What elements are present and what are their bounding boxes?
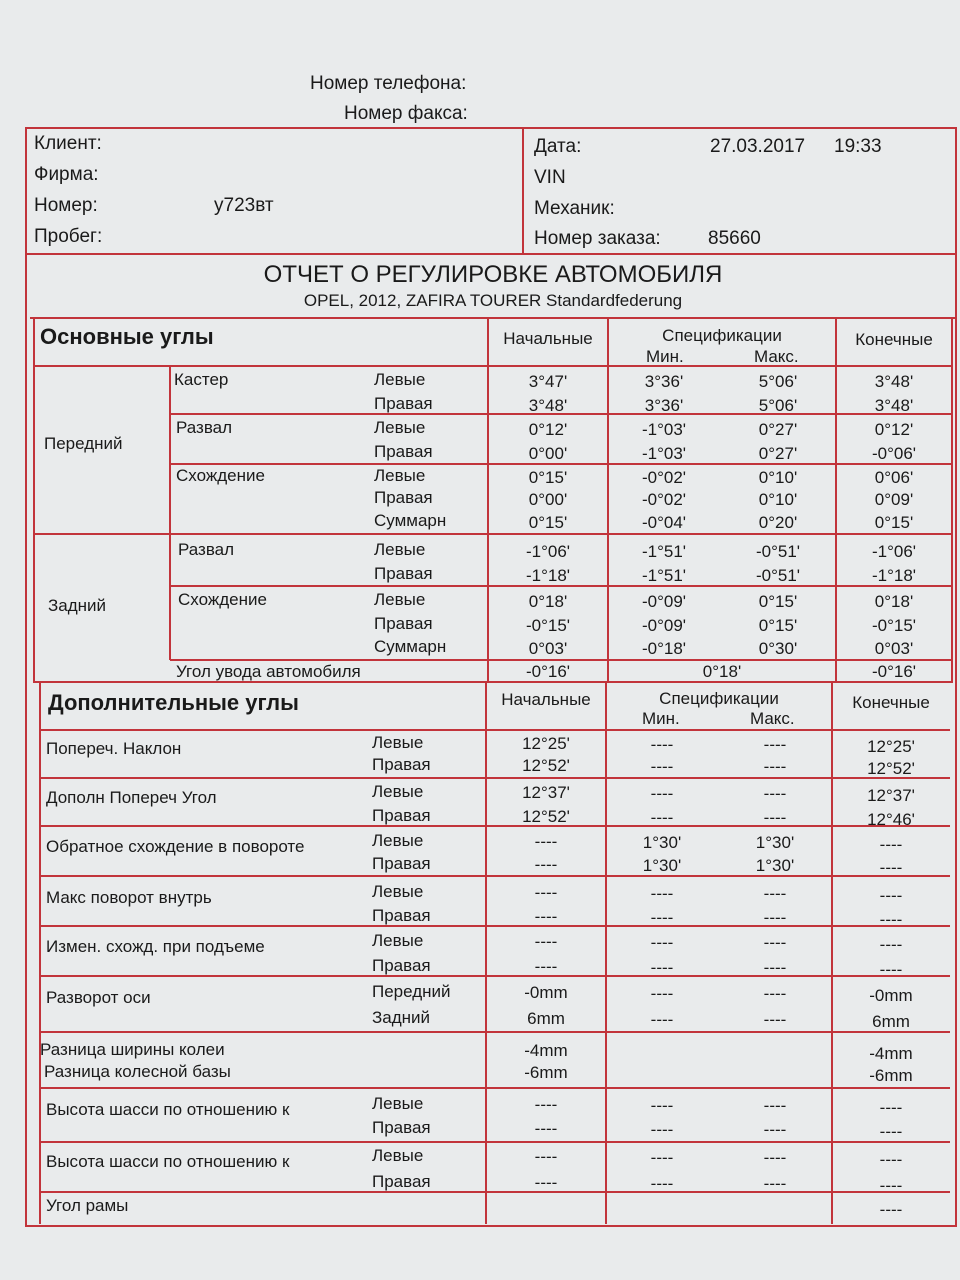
col-max-header: Макс. (754, 347, 799, 366)
main-final-value: 0°18' (874, 592, 914, 611)
extra-min-value: ---- (650, 735, 674, 754)
main-max-value: 0°20' (758, 513, 798, 532)
extra-initial-value: ---- (534, 1095, 558, 1114)
firm-label: Фирма: (34, 164, 99, 185)
main-max-value: 0°27' (758, 420, 798, 439)
extra-min-value: ---- (650, 1120, 674, 1139)
thrust-label: Угол увода автомобиля (176, 662, 361, 681)
main-max-value: -0°51' (755, 542, 801, 561)
extra-param-label: Разворот оси (46, 988, 151, 1007)
extra-param-label: Угол рамы (46, 1196, 129, 1215)
vehicle-info: OPEL, 2012, ZAFIRA TOURER Standardfederung (303, 291, 683, 310)
main-max-value: 0°30' (758, 639, 798, 658)
fax-label: Номер факса: (344, 103, 468, 124)
time-value: 19:33 (834, 136, 882, 157)
extra-param-label: Разница колесной базы (44, 1062, 231, 1081)
extra-initial-value: -6mm (524, 1063, 568, 1082)
extra-min-value: ---- (650, 784, 674, 803)
main-final-value: 0°06' (874, 468, 914, 487)
extra-max-value: ---- (763, 808, 787, 827)
main-side-label: Правая (374, 564, 433, 583)
extra-param-label: Измен. схожд. при подъеме (46, 937, 265, 956)
extra-min-value: ---- (650, 1010, 674, 1029)
main-final-value: 0°15' (874, 513, 914, 532)
main-min-value: -0°18' (641, 639, 687, 658)
phone-label: Номер телефона: (310, 73, 467, 94)
vin-label: VIN (534, 167, 566, 188)
col-final-header: Конечные (855, 330, 933, 349)
extra-initial-value: ---- (534, 883, 558, 902)
extra-side-label: Правая (372, 1172, 431, 1191)
main-final-value: 0°09' (874, 490, 914, 509)
main-initial-value: 0°15' (528, 468, 568, 487)
extra-max-value: ---- (763, 908, 787, 927)
extra-col-max-header: Макс. (750, 709, 795, 728)
main-min-value: -1°51' (641, 542, 687, 561)
main-param-label: Развал (178, 540, 235, 559)
main-final-value: 3°48' (874, 396, 914, 415)
main-min-value: -0°02' (641, 490, 687, 509)
extra-max-value: ---- (763, 1010, 787, 1029)
extra-side-label: Левые (372, 931, 424, 950)
main-min-value: -0°09' (641, 616, 687, 635)
extra-final-value: 6mm (872, 1012, 910, 1031)
main-max-value: 0°15' (758, 616, 798, 635)
main-min-value: -0°09' (641, 592, 687, 611)
extra-initial-value: 12°25' (522, 734, 570, 753)
extra-initial-value: ---- (534, 932, 558, 951)
extra-initial-value: 6mm (527, 1009, 565, 1028)
main-initial-value: 3°47' (528, 372, 568, 391)
extra-min-value: 1°30' (642, 833, 682, 852)
extra-final-value: ---- (879, 935, 903, 954)
main-side-label: Левые (374, 370, 426, 389)
extra-side-label: Левые (372, 1094, 424, 1113)
number-value: у723вт (214, 195, 274, 216)
thrust-initial: -0°16' (525, 662, 571, 681)
main-max-value: 0°15' (758, 592, 798, 611)
main-initial-value: -0°15' (525, 616, 571, 635)
extra-min-value: ---- (650, 1174, 674, 1193)
main-final-value: -0°06' (871, 444, 917, 463)
extra-min-value: ---- (650, 757, 674, 776)
main-side-label: Правая (374, 442, 433, 461)
extra-initial-value: ---- (534, 1147, 558, 1166)
extra-max-value: ---- (763, 984, 787, 1003)
extra-param-label: Макс поворот внутрь (46, 888, 212, 907)
extra-initial-value: ---- (534, 832, 558, 851)
extra-side-label: Левые (372, 831, 424, 850)
extra-side-label: Правая (372, 906, 431, 925)
extra-param-label: Разница ширины колеи (40, 1040, 225, 1059)
extra-final-value: -4mm (869, 1044, 913, 1063)
extra-max-value: ---- (763, 1148, 787, 1167)
extra-max-value: ---- (763, 1096, 787, 1115)
extra-min-value: ---- (650, 933, 674, 952)
extra-final-value: ---- (879, 1122, 903, 1141)
extra-min-value: ---- (650, 908, 674, 927)
main-final-value: -1°06' (871, 542, 917, 561)
extra-max-value: ---- (763, 933, 787, 952)
main-max-value: 0°10' (758, 468, 798, 487)
extra-side-label: Правая (372, 1118, 431, 1137)
extra-final-value: ---- (879, 1200, 903, 1219)
number-label: Номер: (34, 195, 98, 216)
extra-side-label: Левые (372, 782, 424, 801)
main-initial-value: -1°06' (525, 542, 571, 561)
report-title: ОТЧЕТ О РЕГУЛИРОВКЕ АВТОМОБИЛЯ (263, 261, 723, 288)
main-param-label: Развал (176, 418, 233, 437)
rear-group-label: Задний (48, 596, 107, 615)
extra-min-value: ---- (650, 1148, 674, 1167)
main-min-value: -0°04' (641, 513, 687, 532)
client-label: Клиент: (34, 133, 102, 154)
extra-initial-value: 12°37' (522, 783, 570, 802)
main-side-label: Правая (374, 614, 433, 633)
extra-col-spec-header: Спецификации (659, 689, 779, 708)
extra-col-initial-header: Начальные (501, 690, 591, 709)
main-initial-value: -1°18' (525, 566, 571, 585)
main-side-label: Левые (374, 466, 426, 485)
col-spec-header: Спецификации (662, 326, 782, 345)
extra-param-label: Высота шасси по отношению к (46, 1152, 290, 1171)
extra-param-label: Обратное схождение в повороте (46, 837, 305, 856)
extra-side-label: Правая (372, 956, 431, 975)
extra-final-value: ---- (879, 858, 903, 877)
extra-side-label: Правая (372, 806, 431, 825)
extra-final-value: ---- (879, 1098, 903, 1117)
mileage-label: Пробег: (34, 226, 103, 247)
extra-param-label: Дополн Попереч Угол (46, 788, 217, 807)
extra-final-value: -6mm (869, 1066, 913, 1085)
extra-final-value: ---- (879, 835, 903, 854)
extra-side-label: Правая (372, 755, 431, 774)
main-section-title: Основные углы (40, 324, 214, 349)
main-min-value: -1°03' (641, 444, 687, 463)
main-min-value: -1°03' (641, 420, 687, 439)
date-label: Дата: (534, 136, 582, 157)
main-param-label: Кастер (174, 370, 229, 389)
main-max-value: 0°10' (758, 490, 798, 509)
main-min-value: 3°36' (644, 372, 684, 391)
extra-initial-value: ---- (534, 957, 558, 976)
extra-final-value: ---- (879, 1150, 903, 1169)
order-value: 85660 (708, 228, 761, 249)
thrust-spec: 0°18' (702, 662, 742, 681)
extra-side-label: Передний (372, 982, 451, 1001)
main-initial-value: 0°18' (528, 592, 568, 611)
extra-side-label: Правая (372, 854, 431, 873)
main-final-value: 3°48' (874, 372, 914, 391)
extra-min-value: 1°30' (642, 856, 682, 875)
col-initial-header: Начальные (503, 329, 593, 348)
extra-final-value: ---- (879, 910, 903, 929)
main-max-value: -0°51' (755, 566, 801, 585)
main-min-value: -1°51' (641, 566, 687, 585)
mechanic-label: Механик: (534, 198, 615, 219)
date-value: 27.03.2017 (710, 136, 806, 157)
extra-initial-value: ---- (534, 907, 558, 926)
extra-param-label: Попереч. Наклон (46, 739, 182, 758)
main-initial-value: 0°00' (528, 444, 568, 463)
extra-min-value: ---- (650, 958, 674, 977)
extra-final-value: ---- (879, 960, 903, 979)
main-side-label: Левые (374, 418, 426, 437)
main-side-label: Суммарн (374, 637, 447, 656)
extra-max-value: ---- (763, 735, 787, 754)
front-group-label: Передний (44, 434, 123, 453)
extra-final-value: 12°25' (867, 737, 915, 756)
extra-max-value: ---- (763, 1174, 787, 1193)
extra-final-value: 12°52' (867, 759, 915, 778)
extra-initial-value: 12°52' (522, 807, 570, 826)
main-side-label: Правая (374, 488, 433, 507)
main-final-value: -1°18' (871, 566, 917, 585)
main-initial-value: 3°48' (528, 396, 568, 415)
extra-min-value: ---- (650, 984, 674, 1003)
extra-max-value: ---- (763, 958, 787, 977)
extra-initial-value: ---- (534, 855, 558, 874)
extra-col-min-header: Мин. (642, 709, 680, 728)
extra-final-value: ---- (879, 886, 903, 905)
extra-final-value: 12°37' (867, 786, 915, 805)
extra-initial-value: -4mm (524, 1041, 568, 1060)
extra-min-value: ---- (650, 1096, 674, 1115)
main-param-label: Схождение (178, 590, 267, 609)
extra-max-value: ---- (763, 884, 787, 903)
col-min-header: Мин. (646, 347, 684, 366)
main-side-label: Левые (374, 540, 426, 559)
order-label: Номер заказа: (534, 228, 661, 249)
extra-min-value: ---- (650, 808, 674, 827)
extra-side-label: Левые (372, 1146, 424, 1165)
extra-max-value: 1°30' (755, 833, 795, 852)
main-min-value: -0°02' (641, 468, 687, 487)
main-final-value: 0°03' (874, 639, 914, 658)
main-initial-value: 0°00' (528, 490, 568, 509)
main-min-value: 3°36' (644, 396, 684, 415)
extra-side-label: Левые (372, 882, 424, 901)
extra-initial-value: ---- (534, 1119, 558, 1138)
extra-initial-value: 12°52' (522, 756, 570, 775)
extra-final-value: ---- (879, 1176, 903, 1195)
main-initial-value: 0°12' (528, 420, 568, 439)
extra-max-value: 1°30' (755, 856, 795, 875)
extra-min-value: ---- (650, 884, 674, 903)
extra-max-value: ---- (763, 757, 787, 776)
main-side-label: Суммарн (374, 511, 447, 530)
main-max-value: 5°06' (758, 396, 798, 415)
extra-final-value: 12°46' (867, 810, 915, 829)
main-final-value: -0°15' (871, 616, 917, 635)
main-initial-value: 0°03' (528, 639, 568, 658)
main-max-value: 5°06' (758, 372, 798, 391)
main-param-label: Схождение (176, 466, 265, 485)
extra-param-label: Высота шасси по отношению к (46, 1100, 290, 1119)
extra-max-value: ---- (763, 1120, 787, 1139)
extra-initial-value: -0mm (524, 983, 568, 1002)
extra-max-value: ---- (763, 784, 787, 803)
thrust-final: -0°16' (871, 662, 917, 681)
main-side-label: Правая (374, 394, 433, 413)
extra-initial-value: ---- (534, 1173, 558, 1192)
extra-final-value: -0mm (869, 986, 913, 1005)
main-final-value: 0°12' (874, 420, 914, 439)
extra-section-title: Дополнительные углы (48, 690, 299, 715)
main-side-label: Левые (374, 590, 426, 609)
main-initial-value: 0°15' (528, 513, 568, 532)
extra-side-label: Задний (372, 1008, 431, 1027)
extra-col-final-header: Конечные (852, 693, 930, 712)
main-max-value: 0°27' (758, 444, 798, 463)
extra-side-label: Левые (372, 733, 424, 752)
